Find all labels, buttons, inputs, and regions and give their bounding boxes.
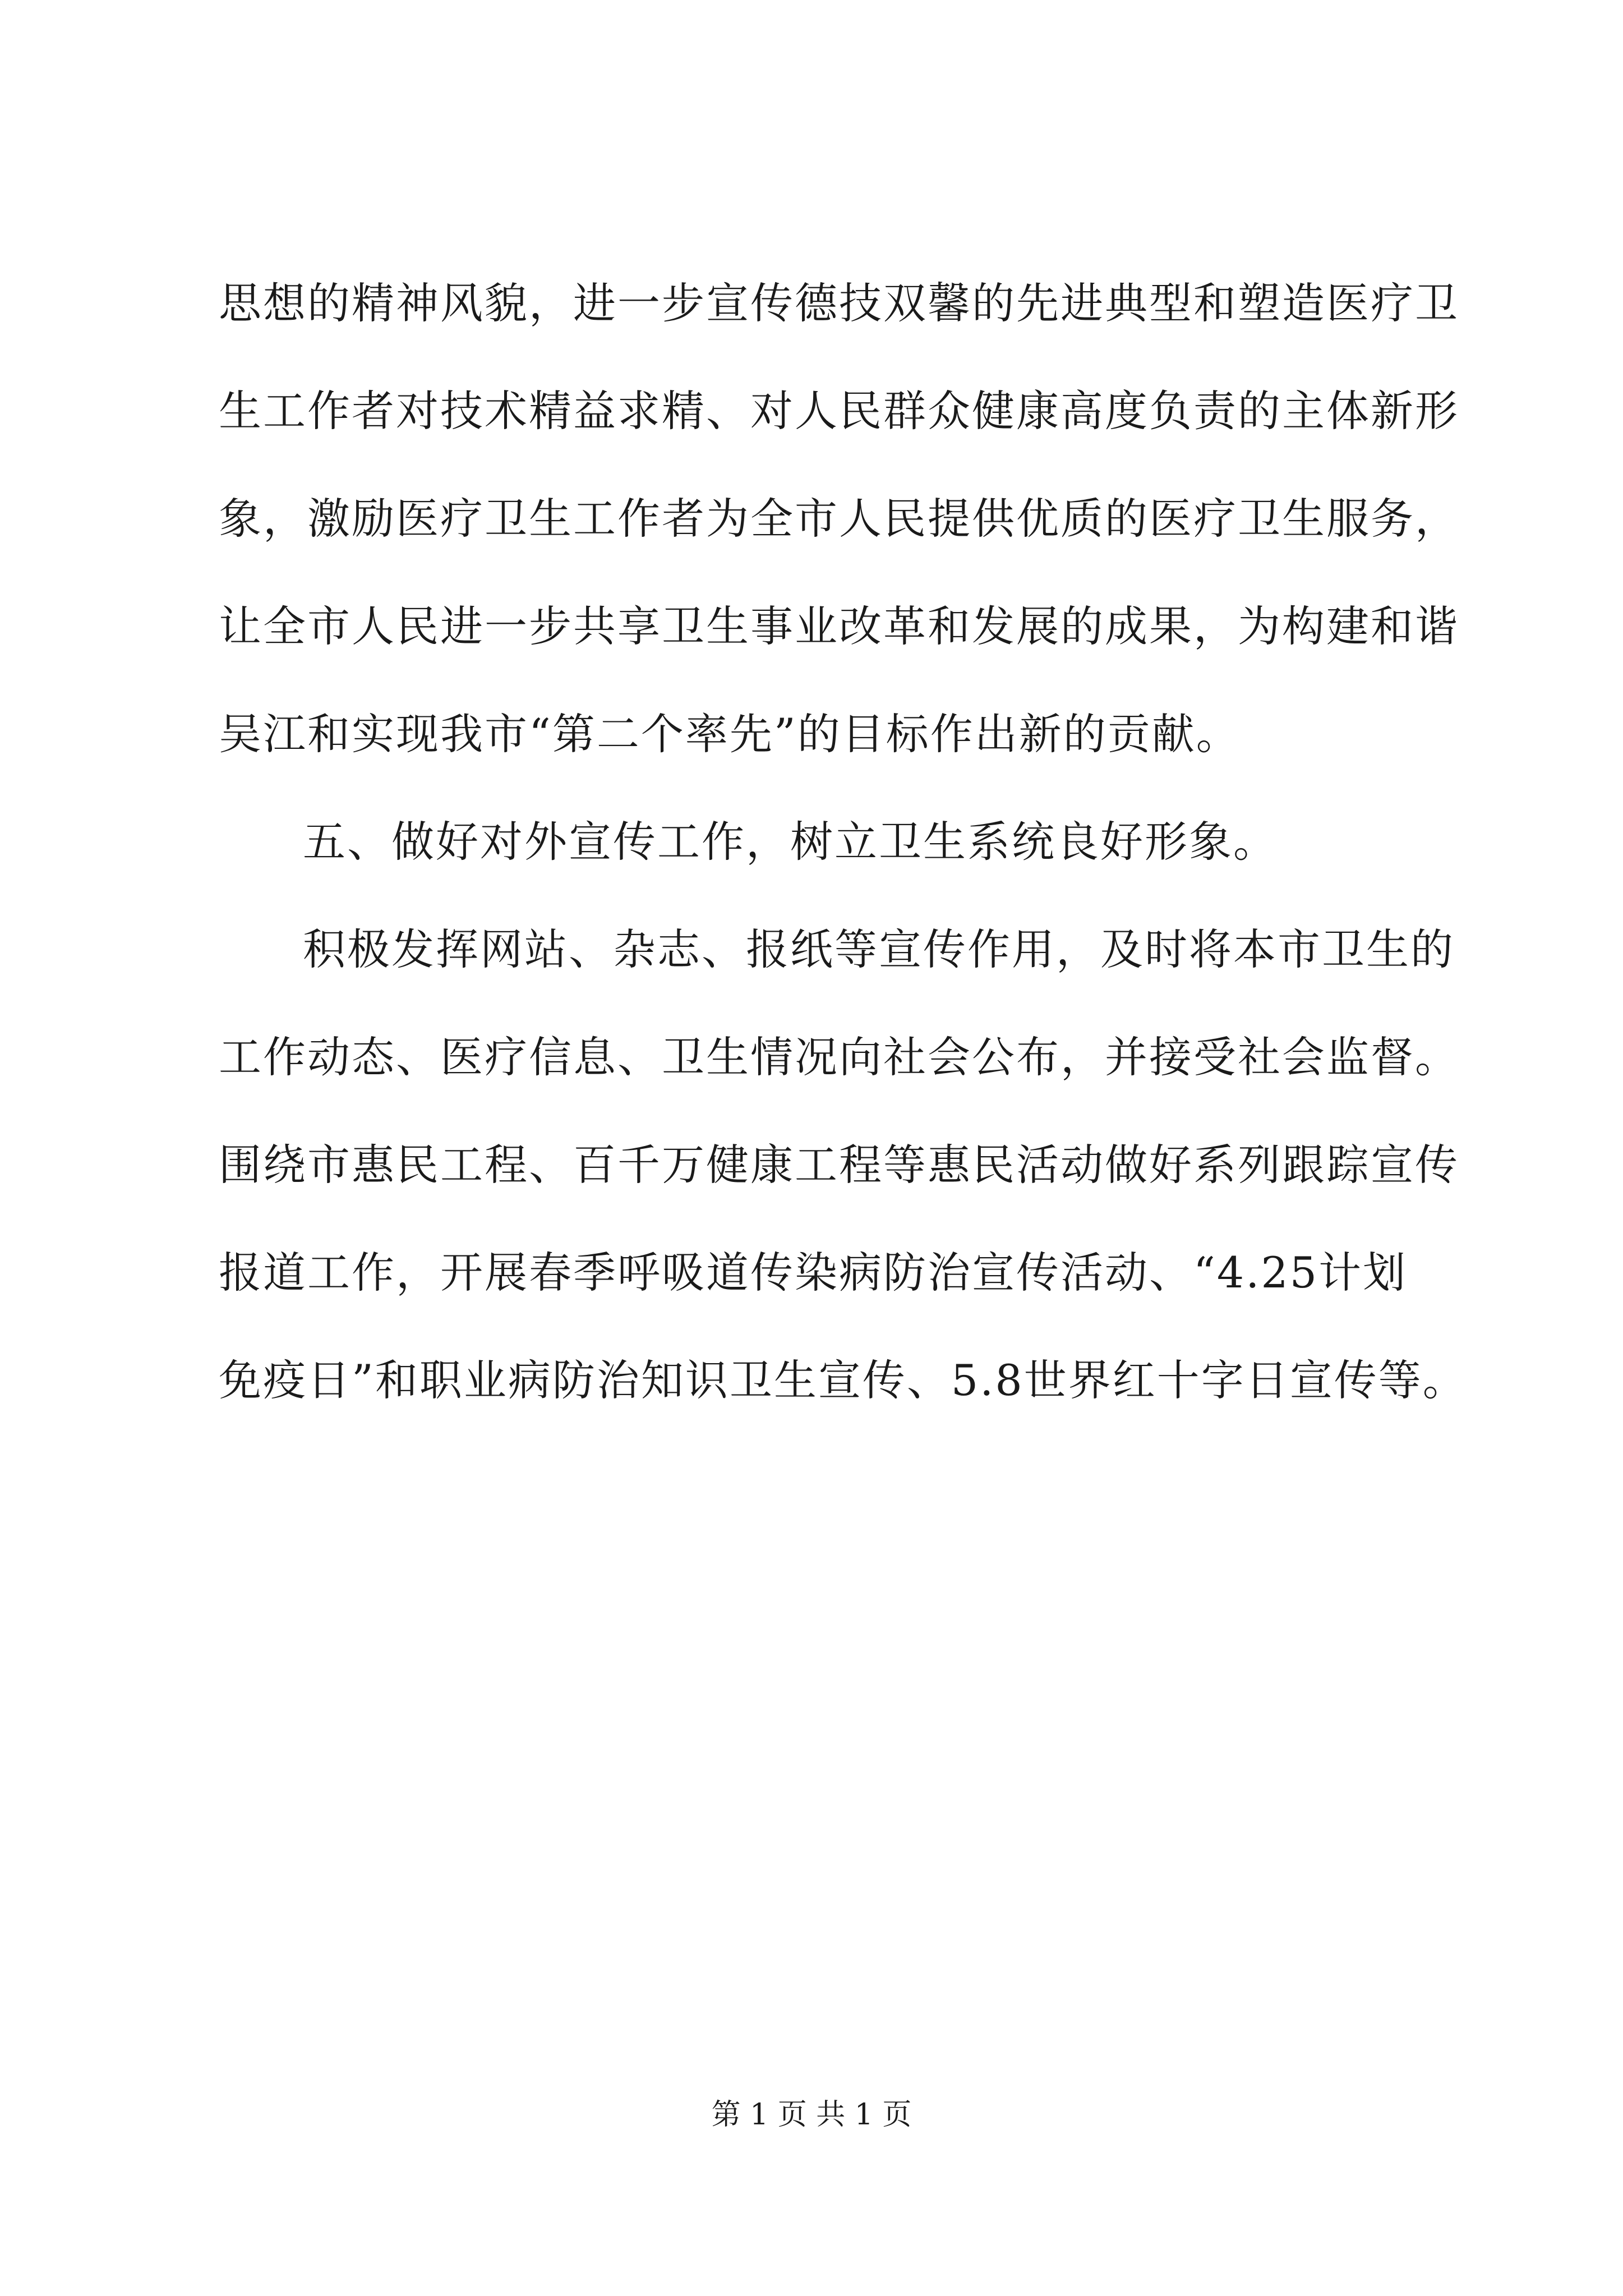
- body-line: 免疫日”和职业病防治知识卫生宣传、5.8世界红十字日宣传等。: [219, 1355, 1467, 1405]
- body-line: 报道工作，开展春季呼吸道传染病防治宣传活动、“4.25计划: [219, 1248, 1408, 1297]
- body-line: 象，激励医疗卫生工作者为全市人民提供优质的医疗卫生服务，: [219, 494, 1459, 544]
- body-line: 围绕市惠民工程、百千万健康工程等惠民活动做好系列跟踪宣传: [219, 1140, 1459, 1190]
- section-heading: 五、做好对外宣传工作，树立卫生系统良好形象。: [303, 817, 1278, 867]
- body-line: 让全市人民进一步共享卫生事业改革和发展的成果，为构建和谐: [219, 601, 1459, 651]
- paragraph-first-line: 积极发挥网站、杂志、报纸等宣传作用，及时将本市卫生的: [303, 924, 1455, 974]
- body-line: 工作动态、医疗信息、卫生情况向社会公布，并接受社会监督。: [219, 1032, 1459, 1082]
- body-line: 思想的精神风貌，进一步宣传德技双馨的先进典型和塑造医疗卫: [219, 278, 1459, 328]
- document-body: [219, 250, 1467, 1434]
- body-line: 吴江和实现我市“第二个率先”的目标作出新的贡献。: [219, 709, 1241, 759]
- body-line: 生工作者对技术精益求精、对人民群众健康高度负责的主体新形: [219, 386, 1459, 436]
- page-number-footer: 第 1 页 共 1 页: [711, 2098, 912, 2132]
